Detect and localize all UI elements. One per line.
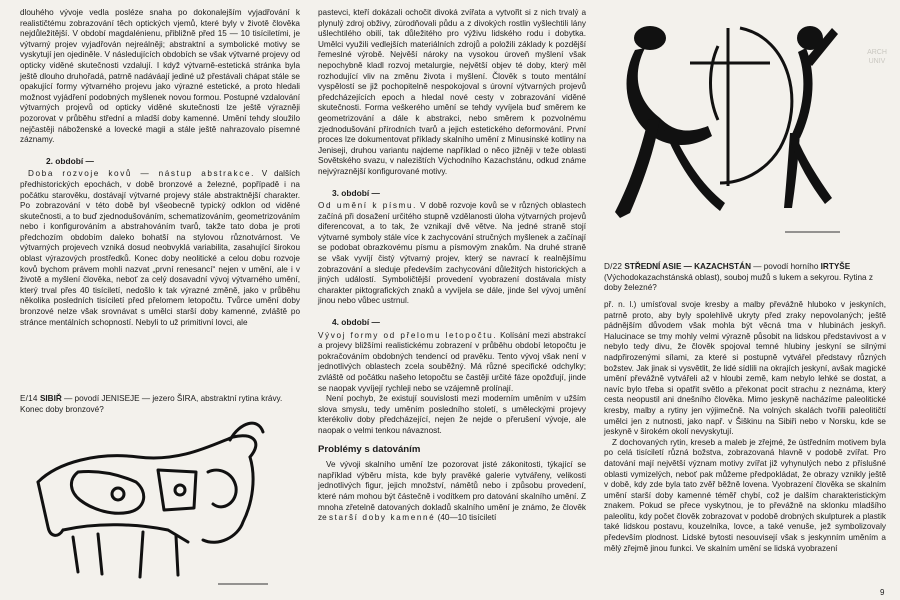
- paragraph: Z dochovaných rytin, kreseb a maleb je zřejmé, že ústředním motivem byla po celá tisíciletí různá božstva, zobrazovaná hlavně v podobě zvířat. Pro datování mají největší význam motivy zvířat již vyhynulých nebo z příslušné oblasti vymizelých, neboť pak můžeme předpokládat, že obrazy vznikly ještě v době, kdy zde byla tato zvěř běžně lovena. Vyobrazení člověka se skalním umění starší doby kamenné téměř chybí, což je dalším charakteristickým znakem. Pokud se přece vyskytnou, je to převážně na sklonku mladšího paleolitu, kdy počet člověk zobrazovat v podobě drobných skulpturek a plastik také lidskou postavu, kouzelníka, lovce, a také venuše, jež symbolizovaly především plodnost. Lidské bytosti nesouvisejí však s jeskynním uměním a mělý zřejmě jinou funkci. Ve skalním umění se lidská vyobrazení: [604, 437, 886, 553]
- figure-location: SIBIŘ: [39, 394, 62, 403]
- subheading-dating: Problémy s datováním: [318, 443, 421, 455]
- section-subtitle: Doba rozvoje kovů — nástup abstrakce.: [28, 169, 255, 179]
- paragraph-text: V dalších předhistorických epochách, v době bronzové a železné, popřípadě i na počátku starověku, dostávají výtvarné projevy stále abstraktnější charakter. Po zobrazování v této době byl všeobecně typický odklon od viděné skutečnosti, a to buď zjednodušováním, schematizováním, geometrizováním nebo i konfigurováním a abstrahováním tvarů, takže tato doba je proti předchozím obdobím daleko bohatší na stylovou různotvárnost. Ve výtvarných projevech vzniká dosud neobvyklá variabilita, zasahující širokou oblast výrazových prostředků. Konec doby neolitické a celou dobu rozvoje kovů bychom právem mohli nazvat „první renesancí“ nejen v umění, ale i v životě a myšlení člověka, neboť za celý dosavadní vývoj výtvarného umění, který trval přes 40 tisíciletí, nedošlo k tak výrazné změně, jako v průběhu několika posledních tisíciletí před přelomem letopočtu. Tvůrce umění doby bronzové nelze však srovnávat s umělci starší doby kamenné, zvláště po stránce mentálních schopností. Nebyli to už primitivní lovci, ale: [20, 169, 300, 327]
- figure-code: E/14: [20, 394, 38, 403]
- text-column-2: [318, 8, 586, 524]
- figure-code: D/22: [604, 262, 623, 271]
- figure-description: — povodí JENISEJE — jezero ŠIRA, abstraktní rytina krávy. Konec doby bronzové?: [20, 394, 283, 414]
- paragraph: Není pochyb, že existují souvislosti mezi moderním uměním v užším slova smyslu, tedy uměním posledního století, s uměleckými projevy kterékoliv doby předcházející, nejen že nejde o přerušení vývoje, ale naopak o velmi tenkou návaznost.: [318, 394, 586, 435]
- paragraph: [20, 169, 300, 328]
- paragraph-text: (40—10 tisíciletí: [437, 513, 497, 523]
- paragraph-text: Kolísání mezi abstrakcí a projevy bližšími realistickému zobrazení v průběhu období letopočtu je pokračováním obdobných tendencí od pravěku. Tento vývoj však není v jednotlivých oblastech zcela souběžný. Má různé specifické odchylky; zvláště od počátku našeho letopočtu se častěji určité fáze opožďují, jinde se naopak vyvíjejí rychleji nebo se vzájemně prolínají.: [318, 330, 586, 393]
- figure-river: IRTYŠE: [820, 262, 851, 271]
- figure-caption-d22: [604, 262, 889, 294]
- text-column-3: [604, 300, 886, 554]
- paragraph: [318, 201, 586, 307]
- paragraph-text: V době rozvoje kovů se v různých oblastech začíná při dosažení určitého stupně vzdělanosti úloha výtvarných projevů diferencovat, a to tak, že vznikají dvě větve. Na jedné straně stojí výtvarné symboly stále více k zachycování stručných myšlenek a začínají se podobat obrazkovému písmu a písmovým znakům. Na druhé straně se však vyvíjí čistý výtvarný projev, který se navrací k realnějšímu zobrazování a sleduje především zachycování důležitých historických a jiných událostí. Symboličtější provedení vyobrazení dostávala místy charakter piktografických znaků a vyvíjela se dále, jinde šel vývoj umění jinou nebo vůbec ustrnul.: [318, 201, 586, 306]
- stamp-line: UNIV: [868, 58, 886, 65]
- text-column-1: [20, 8, 300, 328]
- emphasized-phrase: starší doby kamenné: [328, 513, 436, 523]
- figure-description: — povodí horního: [753, 262, 819, 271]
- section-heading: 2. období —: [46, 155, 94, 166]
- paragraph: př. n. l.) umísťoval svoje kresby a malby převážně hluboko v jeskyních, patrně proto, aby byly spolehlivě ukryty před zraky nepovolaných; ještě pádnějším důvodem však mohla být věcná tma v hlubinách jeskyň. Halucinace se tmy mohly velmi výrazně působit na lidskou představivost a v nebylo tedy divu, že člověk spojoval temné hlubiny jeskyní se silnými nadpřirozenými sílami, za které si postupně vytvářel představy různých božstev. Jak jinak si vysvětlit, že lidé sídlili na okrajích jeskyní, avšak magické umění převážně vytvářeli až v hloubi země, kam nebylo lehké se dostat, a navíc bylo třeba si opatřit světlo a překonat pocit strachu z neznáma, který cesta neopustil ani dnešního člověka. Mimo jeskyně nacházíme paleolitické kresby, malby a rytiny jen výjimečně. Na volných skalách tvořili paleolitičtí umělci jen z nutnosti, jako např. v Šiškinu na Sibiři nebo v Norsku, kde se jeskyně v širokém okolí nevyskytují.: [604, 300, 886, 437]
- archive-stamp: [862, 48, 892, 66]
- section-subtitle: Od umění k písmu.: [318, 201, 417, 211]
- paragraph-text: Ve vývoji skalního umění lze pozorovat jisté zákonitosti, týkající se například výběru místa, kde byly pravěké galerie vytvářeny, velikosti jednotlivých figur, jejich množství, námětů nebo i způsobu provedení, které nám mohou být částečně i vodítkem pro datování skalního umění. Z mnoha zřetelně datovaných dokladů skalního umění je známo, že člověk ze: [318, 460, 586, 523]
- figure-description: (Východokazachstánská oblast), souboj mužů s lukem a sekyrou. Rytina z doby železné?: [604, 272, 873, 293]
- paragraph: dlouhého vývoje vedla posléze snaha po dokonalejším vyjadřování k realističtému zobrazování těch optických vjemů, které byly v životě člověka nejdůležitější. V období magdalénienu, přibližně před 15 — 10 tisíciletími, je výtvarný projev vyjadřován nejreálněji; abstraktní a symbolické motivy se vyskytují jen ojediněle. V následujících obdobích se však výtvarné projevy od opticky viděné skutečnosti vzdalují. I když výtvarně-estetická stránka byla ještě dlouho druhořadá, patrně nadáváají jediné už přestávali chápat stále se opakující formy výtvarného projevu jako výrazné estetické, a proto hledali možnost vyjádření podobných myšlenek novou formou. Postupné vzdalování výtvarných projevů od opticky viděné skutečnosti lze ještě výrazněji pozorovat v průběhu střední a mladší doby kamenné. Umění tehdy sloužilo nejčastěji náboženské a lovecké magii a stále ještě nahrazovalo písemné záznamy.: [20, 8, 300, 145]
- section-subtitle: Vývoj formy od přelomu letopočtu.: [318, 330, 498, 340]
- duel-engraving-image: [600, 8, 850, 240]
- cow-engraving-image: [18, 412, 303, 592]
- paragraph: [318, 460, 586, 524]
- paragraph: [318, 331, 586, 395]
- figure-location: STŘEDNÍ ASIE — KAZACHSTÁN: [624, 262, 751, 271]
- stamp-line: ARCH: [867, 49, 887, 56]
- paragraph: pastevci, kteří dokázali ochočit divoká zvířata a vytvořit si z nich trvalý a plynulý zdroj obživy, zúrodňovali půdu a z divokých rostlin vyšlechtili lány ušlechtilého obilí, tak důležitého pro výživu lidského rodu i dobytka. Umělci využili vedlejších materiálních zdrojů a položili základy k pozdější řemeslné výrobě. Nejvěší nároky na vysokou úroveň myšlení však nepochybně kladl rozvoj metalurgie, největší objev té doby, který měl rozhodující vliv na změnu života i myšlení. Člověk s touto mentální vyspělostí se již pochopitelně nespokojoval s úrovní výtvarných projevů předcházejících epoch a hledal nové cesty v zobrazování viděné skutečnosti. Forma veškerého umění se tehdy vyvíjela buď směrem ke geometrizování a dále k abstrakci, nebo směrem k pozvolnému zjednodušování přírodních tvarů a jejich estetického deformování. První proces lze dokumentovat příklady skalního umění z Minusinské kotliny na Jeniseji, druhou variantu najdeme například o něco jižněji v teže oblasti Sovětského svazu, v nalezištích Východního Kazachstánu, odkud známe nejvýraznější konfigurované motivy.: [318, 8, 586, 176]
- section-heading: 4. období —: [332, 317, 380, 328]
- section-heading: 3. období —: [332, 187, 380, 198]
- page-number: 9: [880, 588, 885, 597]
